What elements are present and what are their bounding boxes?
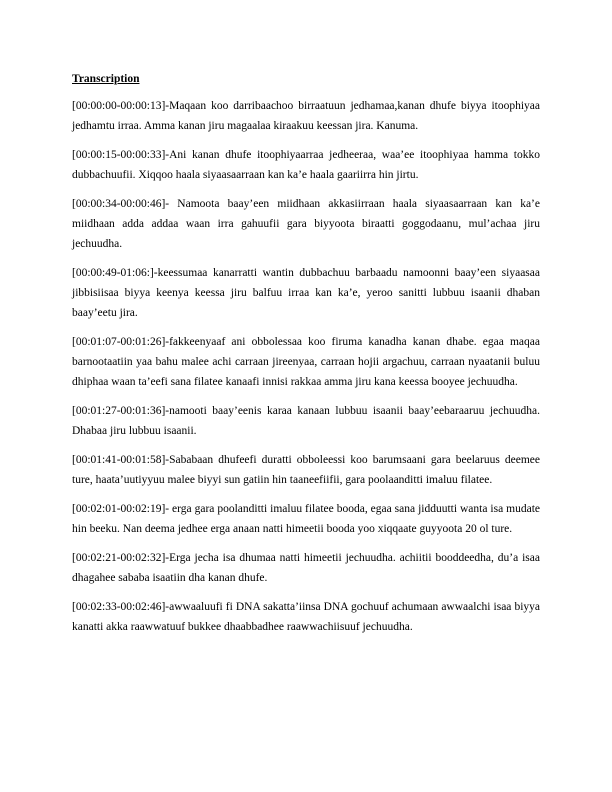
transcript-paragraph: [00:00:15-00:00:33]-Ani kanan dhufe itoophiyaarraa jedheeraa, waa’ee itoophiyaa hamma tokko dubbachuufii. Xiqqoo haala siyaasaarraan kan ka’e haala gaariirra hin jirtu. — [72, 149, 540, 181]
transcript-paragraph: [00:02:21-00:02:32]-Erga jecha isa dhumaa natti himeetii jechuudha. achiitii booddeedha, du’a isaa dhagahee sababa isaatiin dha kanan dhufe. — [72, 552, 540, 584]
transcript-paragraph: [00:02:33-00:02:46]-awwaaluufi fi DNA sakatta’iinsa DNA gochuuf achumaan awwaalchi isaa biyya kanatti akka raawwatuuf bukkee dhaabbadhee raawwachiisuuf jechuudha. — [72, 601, 540, 633]
transcript-paragraph: [00:00:49-01:06:]-keessumaa kanarratti wantin dubbachuu barbaadu namoonni baay’een siyaasaa jibbisiisaa biyya keenya keessa jiru balfuu irraa kan ka’e, yeroo sanitti lubbuu isaanii dhaban baay’eetu jira. — [72, 267, 540, 319]
transcript-paragraph: [00:02:01-00:02:19]- erga gara poolanditti imaluu filatee booda, egaa sana jidduutti wanta isa mudate hin beeku. Nan deema jedhee erga anaan natti himeetii booda yoo xiqqaate guyyoota 20 ol ture. — [72, 503, 540, 535]
transcript-paragraph: [00:01:41-00:01:58]-Sababaan dhufeefi duratti obboleessi koo barumsaani gara beelaruus deemee ture, haata’uutiyyuu malee biyyi sun gatiin hin taaneefiifii, gara poolaanditti imaluu filatee. — [72, 454, 540, 486]
transcript-paragraph: [00:01:07-00:01:26]-fakkeenyaaf ani obbolessaa koo firuma kanadha kanan dhabe. egaa maqaa barnootaatiin yaa bahu malee achi carraan jireenyaa, carraan hojii argachuu, carraan nyaatanii buluu dhiphaa waan ta’eefi sana filatee kanaafi innisi rakkaa amma jiru kana keessa booyee jechuudha. — [72, 336, 540, 388]
document-body — [72, 70, 540, 646]
document-title: Transcription — [72, 73, 140, 85]
transcript-paragraph: [00:00:34-00:00:46]- Namoota baay’een miidhaan akkasiirraan haala siyaasaarraan kan ka’e miidhaan adda addaa waan irra gahuufii gara biyyoota biraatti goggodaanu, mul’achaa jiru jechuudha. — [72, 198, 540, 250]
transcript-paragraph: [00:00:00-00:00:13]-Maqaan koo darribaachoo birraatuun jedhamaa,kanan dhufe biyya itoophiyaa jedhamtu irraa. Amma kanan jiru magaalaa kiraakuu keessan jira. Kanuma. — [72, 100, 540, 132]
transcript-paragraph: [00:01:27-00:01:36]-namooti baay’eenis karaa kanaan lubbuu isaanii baay’eebaraaruu jechuudha. Dhabaa jiru lubbuu isaanii. — [72, 405, 540, 437]
